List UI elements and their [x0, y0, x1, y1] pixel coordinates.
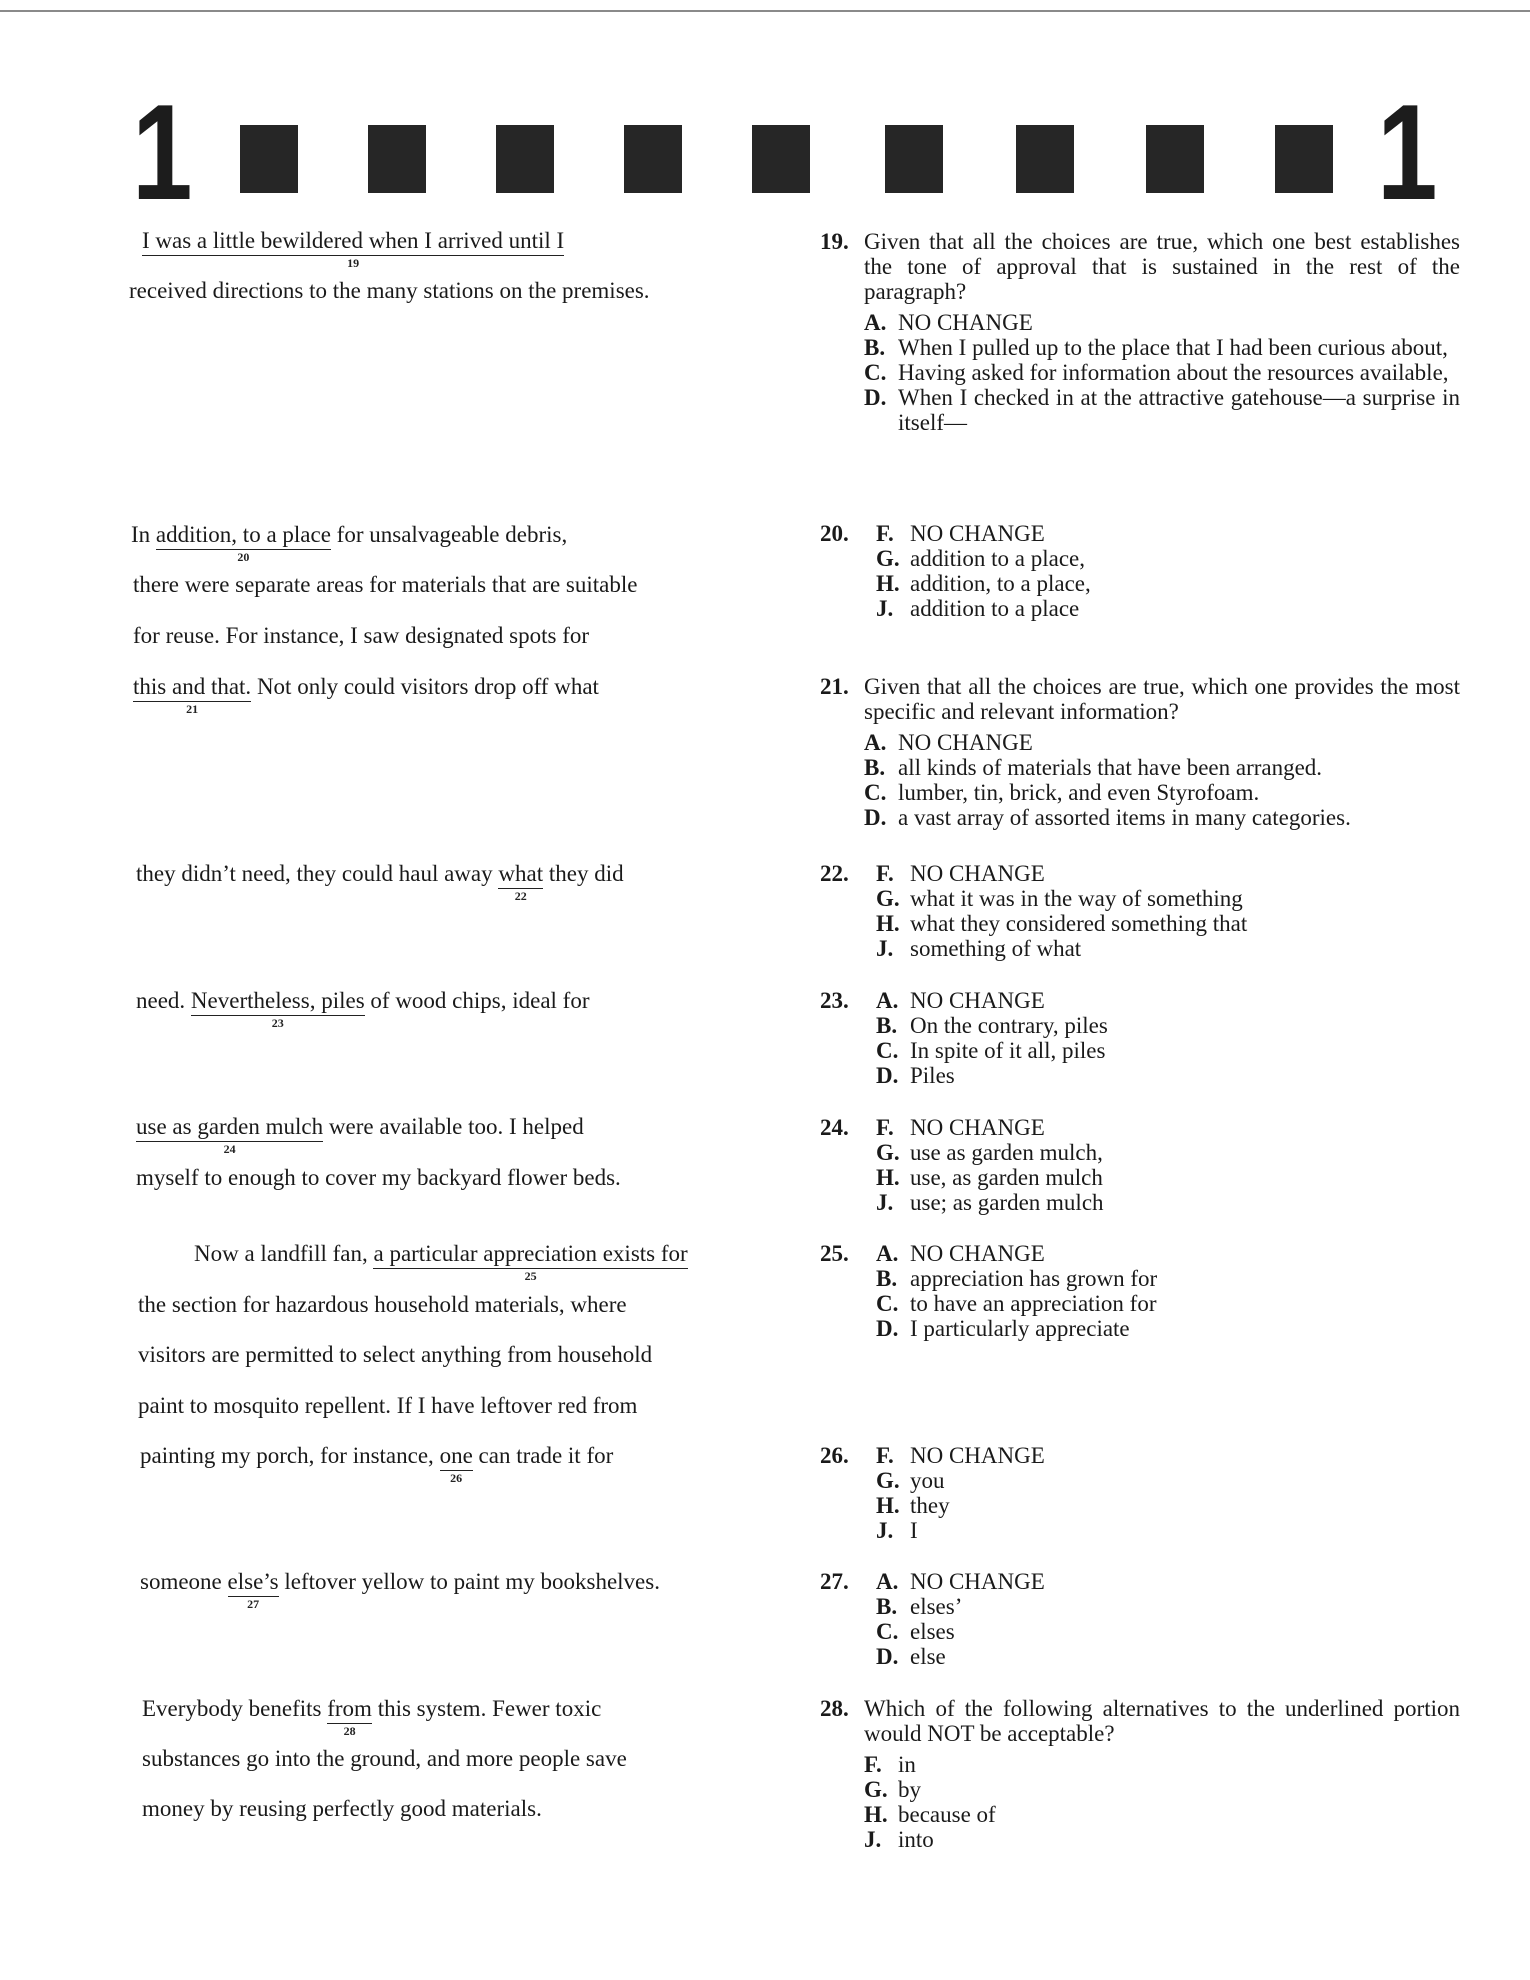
option-text: use, as garden mulch [910, 1165, 1103, 1190]
option-letter: B. [876, 1266, 898, 1291]
passage-line [129, 279, 650, 303]
answer-option[interactable] [876, 1493, 1460, 1518]
header-square [624, 125, 682, 193]
passage-text: visitors are permitted to select anything from household [138, 1342, 653, 1367]
question-stem [820, 1696, 1460, 1746]
option-letter: F. [864, 1752, 882, 1777]
question-number: 19. [820, 229, 849, 254]
question-inline-options [820, 861, 1460, 961]
header-square [368, 125, 426, 193]
answer-option[interactable] [876, 1140, 1460, 1165]
option-text: On the contrary, piles [910, 1013, 1108, 1038]
question-23 [820, 988, 1460, 1088]
passage-text: of wood chips, ideal for [364, 988, 590, 1013]
answer-option[interactable] [864, 1827, 1460, 1852]
underlined-text: use as garden mulch [136, 1114, 324, 1139]
question-inline-options [820, 1241, 1460, 1341]
option-text: addition, to a place, [910, 571, 1091, 596]
question-number: 26. [820, 1443, 849, 1468]
answer-option[interactable] [876, 1518, 1460, 1543]
option-letter: F. [876, 1443, 894, 1468]
passage-text: Not only could visitors drop off what [251, 674, 599, 699]
option-letter: J. [876, 1190, 894, 1215]
top-rule [0, 10, 1530, 12]
answer-option[interactable] [876, 1619, 1460, 1644]
underlined-text: addition, to a place [155, 522, 331, 547]
question-inline-options [820, 1569, 1460, 1669]
option-letter: C. [864, 780, 887, 805]
passage-text: were available too. I helped [323, 1114, 584, 1139]
option-text: NO CHANGE [910, 1569, 1045, 1594]
passage-text: they didn’t need, they could haul away [136, 861, 499, 886]
option-letter: C. [864, 360, 887, 385]
question-number: 20. [820, 521, 849, 546]
option-letter: D. [876, 1063, 899, 1088]
passage-text: someone [140, 1569, 228, 1594]
option-text: NO CHANGE [910, 861, 1045, 886]
option-letter: D. [864, 385, 887, 410]
option-letter: D. [864, 805, 887, 830]
question-reference-number: 26 [450, 1471, 463, 1485]
underlined-portion [136, 1114, 324, 1156]
underlined-portion [439, 1443, 473, 1485]
option-letter: H. [876, 911, 900, 936]
answer-option[interactable] [876, 936, 1460, 961]
header-square [240, 125, 298, 193]
passage-text: received directions to the many stations on the premises. [129, 278, 650, 303]
underlined-text: one [439, 1443, 473, 1468]
answer-option[interactable] [876, 1569, 1460, 1594]
passage-line [133, 573, 637, 597]
underlined-portion [155, 522, 331, 564]
answer-option[interactable] [864, 1777, 1460, 1802]
passage-line [136, 1241, 688, 1283]
option-letter: J. [876, 596, 894, 621]
passage-text: Now a landfill fan, [194, 1241, 374, 1266]
answer-option[interactable] [876, 1013, 1460, 1038]
option-letter: C. [876, 1619, 899, 1644]
answer-option[interactable] [864, 780, 1460, 805]
option-text: addition to a place, [910, 546, 1085, 571]
option-letter: A. [876, 988, 899, 1013]
question-22 [820, 861, 1460, 961]
question-28 [820, 1696, 1460, 1852]
answer-option[interactable] [876, 886, 1460, 911]
passage-text: money by reusing perfectly good materials. [142, 1796, 542, 1821]
question-inline-options [820, 1115, 1460, 1215]
question-reference-number: 28 [343, 1724, 356, 1738]
answer-option[interactable] [876, 596, 1460, 621]
option-letter: F. [876, 521, 894, 546]
answer-option[interactable] [876, 1443, 1460, 1468]
passage-line [136, 861, 624, 903]
underlined-text: I was a little bewildered when I arrived until I [142, 228, 565, 253]
answer-option[interactable] [876, 1038, 1460, 1063]
option-letter: F. [876, 1115, 894, 1140]
underlined-text: this and that. [133, 674, 252, 699]
answer-options [876, 988, 1460, 1088]
answer-option[interactable] [876, 1241, 1460, 1266]
answer-option[interactable] [876, 861, 1460, 886]
underlined-portion [227, 1569, 279, 1611]
question-inline-options [820, 988, 1460, 1088]
passage-text: they did [543, 861, 624, 886]
option-text: NO CHANGE [898, 310, 1033, 335]
header-square [1275, 125, 1333, 193]
option-letter: A. [876, 1241, 899, 1266]
passage-text: substances go into the ground, and more people save [142, 1746, 627, 1771]
underlined-text: from [327, 1696, 372, 1721]
answer-option[interactable] [876, 1594, 1460, 1619]
passage-line [140, 1443, 614, 1485]
option-text: NO CHANGE [910, 521, 1045, 546]
answer-options [876, 1241, 1460, 1341]
option-text: you [910, 1468, 945, 1493]
question-27 [820, 1569, 1460, 1669]
option-text: When I checked in at the attractive gatehouse—a surprise in itself— [898, 385, 1460, 435]
passage-text: leftover yellow to paint my bookshelves. [278, 1569, 660, 1594]
answer-option[interactable] [864, 1802, 1460, 1827]
answer-option[interactable] [876, 1190, 1460, 1215]
answer-option[interactable] [864, 730, 1460, 755]
option-text: elses’ [910, 1594, 963, 1619]
option-text: NO CHANGE [910, 988, 1045, 1013]
question-reference-number: 25 [524, 1269, 537, 1283]
passage-line [136, 1114, 584, 1156]
underlined-portion [190, 988, 365, 1030]
question-number: 21. [820, 674, 849, 699]
header-square [885, 125, 943, 193]
option-text: use as garden mulch, [910, 1140, 1103, 1165]
passage-line [136, 988, 590, 1030]
passage-text: for unsalvageable debris, [330, 522, 568, 547]
passage-text: this system. Fewer toxic [371, 1696, 602, 1721]
passage-text: there were separate areas for materials that are suitable [133, 572, 638, 597]
answer-option[interactable] [876, 1266, 1460, 1291]
answer-option[interactable] [876, 988, 1460, 1013]
answer-option[interactable] [864, 1752, 1460, 1777]
passage-line [142, 1747, 627, 1771]
section-number-right: 1 [1377, 76, 1438, 228]
option-letter: F. [876, 861, 894, 886]
option-text: what they considered something that [910, 911, 1248, 936]
option-letter: D. [876, 1316, 899, 1341]
section-number-left: 1 [132, 76, 193, 228]
question-reference-number: 21 [186, 702, 199, 716]
question-text: Given that all the choices are true, which one best establishes the tone of approval that is sustained in the rest of the paragraph? [864, 229, 1460, 304]
option-text: all kinds of materials that have been arranged. [898, 755, 1323, 780]
option-letter: J. [876, 1518, 894, 1543]
passage-text: need. [136, 988, 191, 1013]
answer-option[interactable] [876, 1063, 1460, 1088]
passage-line [133, 674, 599, 716]
underlined-text: a particular appreciation exists for [373, 1241, 688, 1266]
option-text: addition to a place [910, 596, 1080, 621]
option-text: use; as garden mulch [910, 1190, 1104, 1215]
answer-options [864, 310, 1460, 435]
option-letter: G. [864, 1777, 888, 1802]
option-text: appreciation has grown for [910, 1266, 1158, 1291]
header-square [1016, 125, 1074, 193]
answer-option[interactable] [864, 805, 1460, 830]
option-text: into [898, 1827, 934, 1852]
option-text: in [898, 1752, 916, 1777]
option-letter: B. [876, 1594, 898, 1619]
question-inline-options [820, 1443, 1460, 1543]
option-text: by [898, 1777, 921, 1802]
option-text: else [910, 1644, 946, 1669]
answer-option[interactable] [876, 546, 1460, 571]
question-reference-number: 20 [237, 550, 250, 564]
question-reference-number: 23 [271, 1016, 284, 1030]
question-text: Given that all the choices are true, which one provides the most specific and relevant information? [864, 674, 1460, 724]
answer-options [876, 521, 1460, 621]
option-text: something of what [910, 936, 1082, 961]
option-text: because of [898, 1802, 996, 1827]
option-letter: C. [876, 1038, 899, 1063]
question-text: Which of the following alternatives to the underlined portion would NOT be acceptable? [864, 1696, 1460, 1746]
passage-line [140, 1569, 660, 1611]
answer-option[interactable] [876, 1115, 1460, 1140]
option-text: Having asked for information about the resources available, [898, 360, 1449, 385]
answer-option[interactable] [876, 1291, 1460, 1316]
option-letter: B. [876, 1013, 898, 1038]
option-text: elses [910, 1619, 955, 1644]
passage-line [133, 624, 589, 648]
answer-option[interactable] [876, 1468, 1460, 1493]
passage-text: painting my porch, for instance, [140, 1443, 440, 1468]
answer-option[interactable] [876, 1316, 1460, 1341]
header-square [752, 125, 810, 193]
option-text: I particularly appreciate [910, 1316, 1130, 1341]
option-text: When I pulled up to the place that I had been curious about, [898, 335, 1448, 360]
option-letter: D. [876, 1644, 899, 1669]
question-inline-options [820, 521, 1460, 621]
question-reference-number: 19 [347, 256, 360, 270]
option-letter: A. [876, 1569, 899, 1594]
question-reference-number: 24 [223, 1142, 236, 1156]
underlined-text: what [498, 861, 544, 886]
option-letter: B. [864, 335, 886, 360]
answer-option[interactable] [876, 571, 1460, 596]
option-letter: A. [864, 730, 887, 755]
answer-option[interactable] [864, 385, 1460, 435]
question-stem [820, 674, 1460, 724]
underlined-portion [327, 1696, 372, 1738]
option-text: NO CHANGE [910, 1241, 1045, 1266]
answer-option[interactable] [864, 310, 1460, 335]
option-text: NO CHANGE [898, 730, 1033, 755]
passage-text: myself to enough to cover my backyard flower beds. [136, 1165, 621, 1190]
answer-options [864, 730, 1460, 830]
option-letter: H. [876, 1493, 900, 1518]
answer-option[interactable] [876, 521, 1460, 546]
option-text: NO CHANGE [910, 1443, 1045, 1468]
option-letter: H. [876, 571, 900, 596]
passage-line [138, 1343, 652, 1367]
option-letter: G. [876, 546, 900, 571]
answer-options [876, 1569, 1460, 1669]
answer-option[interactable] [864, 360, 1460, 385]
option-letter: G. [876, 1140, 900, 1165]
answer-option[interactable] [864, 755, 1460, 780]
question-reference-number: 22 [514, 889, 527, 903]
question-reference-number: 27 [247, 1597, 260, 1611]
question-number: 24. [820, 1115, 849, 1140]
answer-options [876, 1443, 1460, 1543]
underlined-portion [133, 674, 252, 716]
passage-text: paint to mosquito repellent. If I have leftover red from [138, 1393, 638, 1418]
option-letter: J. [864, 1827, 882, 1852]
option-letter: H. [864, 1802, 888, 1827]
question-26 [820, 1443, 1460, 1543]
passage-text: for reuse. For instance, I saw designated spots for [133, 623, 590, 648]
question-stem [820, 229, 1460, 304]
option-letter: A. [864, 310, 887, 335]
option-letter: G. [876, 886, 900, 911]
option-text: I [910, 1518, 918, 1543]
underlined-portion [498, 861, 544, 903]
passage-line [142, 1797, 542, 1821]
question-21 [820, 674, 1460, 830]
question-24 [820, 1115, 1460, 1215]
option-text: they [910, 1493, 950, 1518]
question-number: 27. [820, 1569, 849, 1594]
passage-line [138, 1293, 627, 1317]
underlined-text: else’s [227, 1569, 279, 1594]
option-text: In spite of it all, piles [910, 1038, 1106, 1063]
answer-options [876, 1115, 1460, 1215]
question-number: 28. [820, 1696, 849, 1721]
answer-option[interactable] [876, 1644, 1460, 1669]
passage-text: can trade it for [472, 1443, 614, 1468]
question-19 [820, 229, 1460, 435]
underlined-text: Nevertheless, piles [190, 988, 365, 1013]
question-25 [820, 1241, 1460, 1341]
passage-line [142, 228, 565, 270]
option-text: Piles [910, 1063, 955, 1088]
answer-options [876, 861, 1460, 961]
question-20 [820, 521, 1460, 621]
option-text: NO CHANGE [910, 1115, 1045, 1140]
answer-option[interactable] [864, 335, 1460, 360]
question-number: 25. [820, 1241, 849, 1266]
underlined-portion [373, 1241, 688, 1283]
option-text: a vast array of assorted items in many categories. [898, 805, 1351, 830]
passage-text: Everybody benefits [142, 1696, 328, 1721]
option-text: what it was in the way of something [910, 886, 1243, 911]
option-letter: C. [876, 1291, 899, 1316]
option-letter: B. [864, 755, 886, 780]
option-letter: J. [876, 936, 894, 961]
passage-line [142, 1696, 602, 1738]
question-number: 22. [820, 861, 849, 886]
answer-option[interactable] [876, 911, 1460, 936]
passage-text: the section for hazardous household materials, where [138, 1292, 627, 1317]
passage-text: In [131, 522, 156, 547]
option-letter: G. [876, 1468, 900, 1493]
answer-option[interactable] [876, 1165, 1460, 1190]
answer-options [864, 1752, 1460, 1852]
passage-line [131, 522, 568, 564]
header-square [1146, 125, 1204, 193]
question-number: 23. [820, 988, 849, 1013]
option-letter: H. [876, 1165, 900, 1190]
header-square [496, 125, 554, 193]
underlined-portion [142, 228, 565, 270]
passage-line [138, 1394, 637, 1418]
option-text: to have an appreciation for [910, 1291, 1157, 1316]
passage-line [136, 1166, 621, 1190]
option-text: lumber, tin, brick, and even Styrofoam. [898, 780, 1260, 805]
